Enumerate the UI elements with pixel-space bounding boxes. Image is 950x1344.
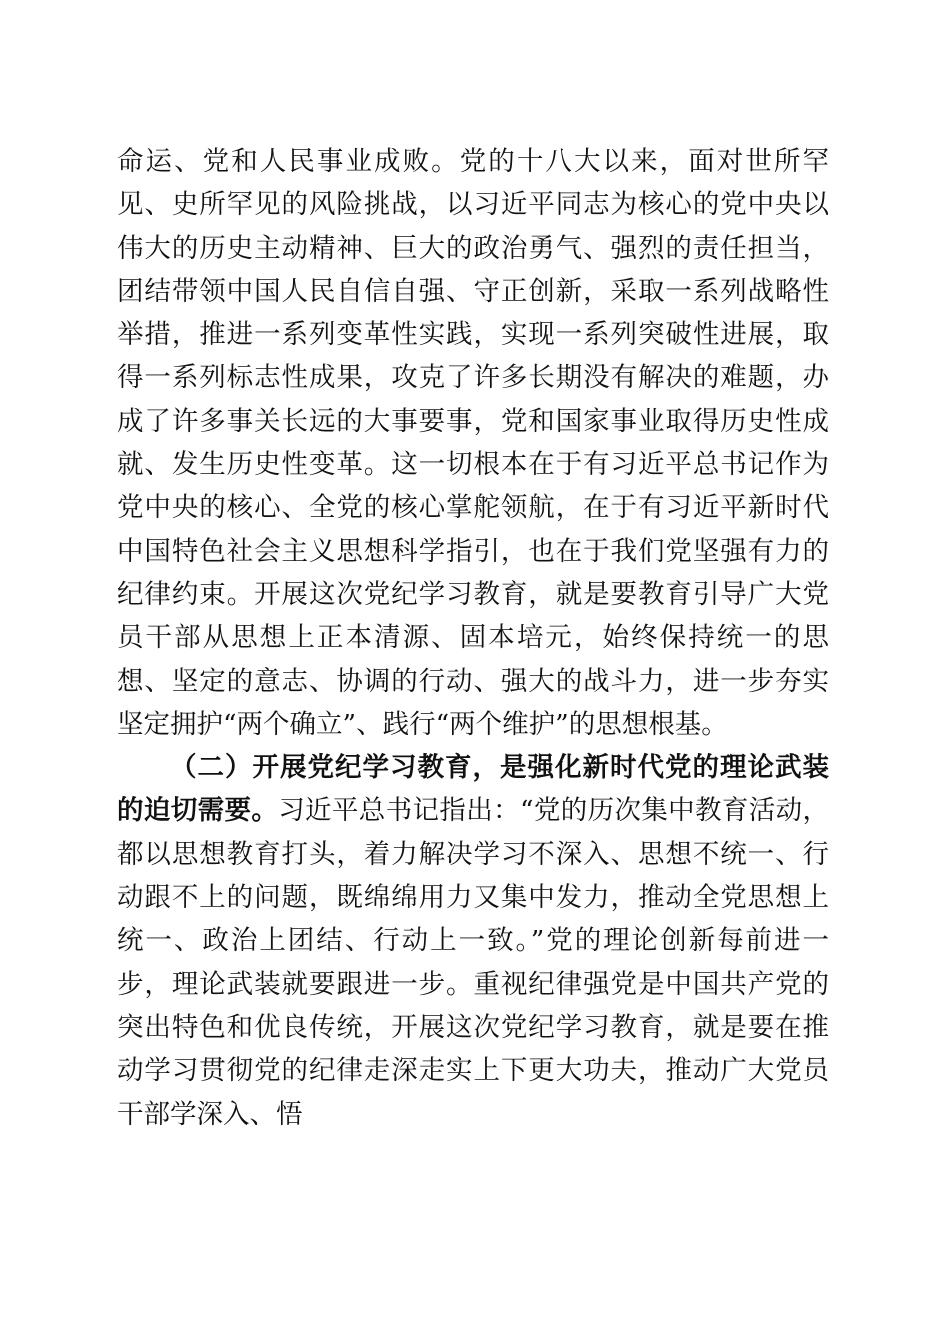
paragraph-1: 命运、党和人民事业成败。党的十八大以来，面对世所罕见、史所罕见的风险挑战，以习近平同志为核心的党中央以伟大的历史主动精神、巨大的政治勇气、强烈的责任担当，团结带领中国人民自信自强、守正创新，采取一系列战略性举措，推进一系列变革性实践，实现一系列突破性进展，取得一系列标志性成果，攻克了许多长期没有解决的难题，办成了许多事关长远的大事要事，党和国家事业取得历史性成就、发生历史性变革。这一切根本在于有习近平总书记作为党中央的核心、全党的核心掌舵领航，在于有习近平新时代中国特色社会主义思想科学指引，也在于我们党坚强有力的纪律约束。开展这次党纪学习教育，就是要教育引导广大党员干部从思想上正本清源、固本培元，始终保持统一的思想、坚定的意志、协调的行动、强大的战斗力，进一步夯实坚定拥护“两个确立”、践行“两个维护”的思想根基。 [117, 146, 829, 740]
paragraph-2-body: 习近平总书记指出：“党的历次集中教育活动，都以思想教育打头，着力解决学习不深入、思想不统一、行动跟不上的问题，既绵绵用力又集中发力，推动全党思想上统一、政治上团结、行动上一致。”党的理论创新每前进一步，理论武装就要跟进一步。重视纪律强党是中国共产党的突出特色和优良传统，开展这次党纪学习教育，就是要在推动学习贯彻党的纪律走深走实上下更大功夫，推动广大党员干部学深入、悟 [117, 795, 829, 1130]
paragraph-2 [117, 746, 829, 1136]
paragraph-2-heading: （二）开展党纪学习教育，是强化新时代党的理论武装的迫切需要。 [117, 752, 829, 827]
document-page [117, 140, 829, 1136]
